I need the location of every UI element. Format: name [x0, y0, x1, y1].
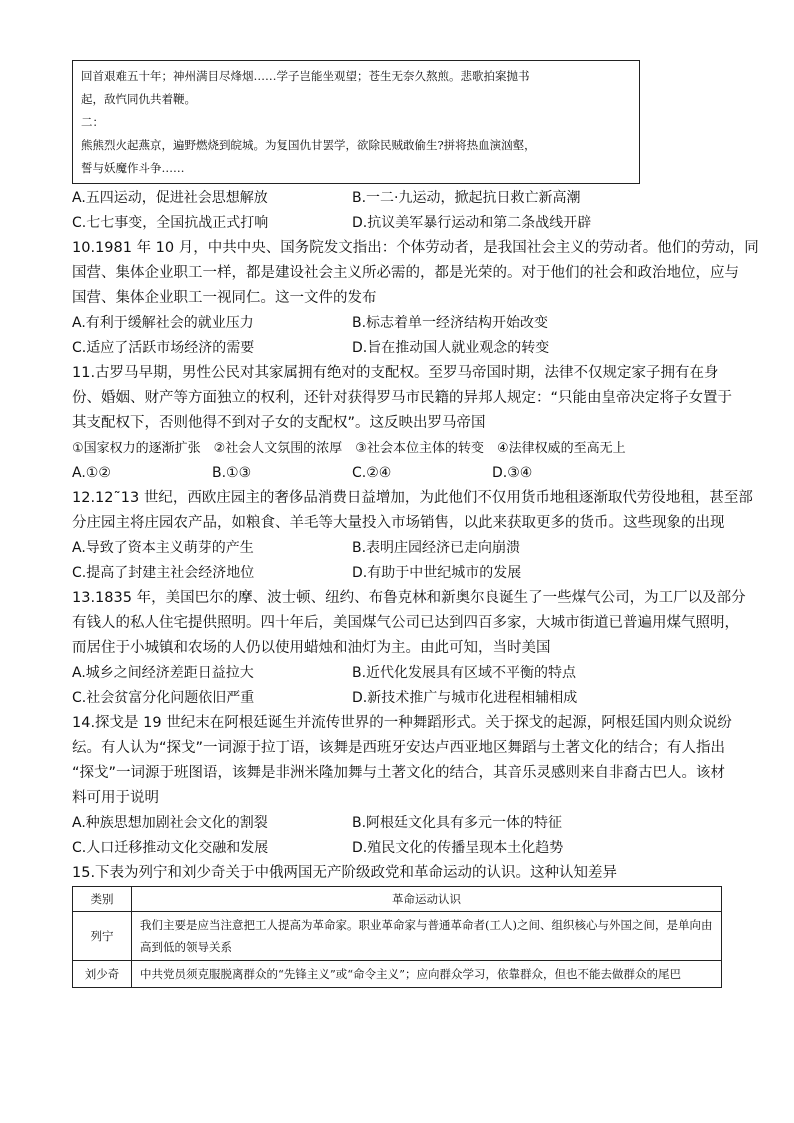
table-row	[73, 961, 722, 988]
q11-option-c: C.②④	[352, 465, 392, 481]
q12-stem-line: 分庄园主将庄园农产品，如粮食、羊毛等大量投入市场销售，以此来获取更多的货币。这些现象的出现	[72, 515, 725, 531]
table-header-row	[73, 887, 722, 912]
q14-option-b: B.阿根廷文化具有多元一体的特征	[352, 815, 563, 831]
q14-stem-line: 14.探戈是 19 世纪末在阿根廷诞生并流传世界的一种舞蹈形式。关于探戈的起源，阿根廷国内则众说纷	[72, 715, 732, 731]
poem-line: 起，敌忾同仇共着鞭。	[81, 92, 196, 106]
q10-stem-line: 10.1981 年 10 月，中共中央、国务院发文指出：个体劳动者，是我国社会主义的劳动者。他们的劳动，同	[72, 240, 759, 256]
q15-table	[72, 886, 722, 988]
q11-option-d: D.③④	[492, 465, 533, 481]
q10-option-a: A.有利于缓解社会的就业压力	[72, 315, 254, 331]
q13-stem-line: 13.1835 年，美国巴尔的摩、波士顿、纽约、布鲁克林和新奥尔良诞生了一些煤气公司，为工厂以及部分	[72, 590, 746, 606]
q13-stem-line: 有钱人的私人住宅提供照明。四十年后，美国煤气公司已达到四百多家，大城市街道已普遍用煤气照明，	[72, 615, 739, 631]
q12-option-b: B.表明庄园经济已走向崩溃	[352, 540, 521, 556]
poem-line: 誓与妖魔作斗争……	[81, 161, 185, 175]
q13-option-d: D.新技术推广与城市化进程相辅相成	[352, 690, 578, 706]
q11-option-a: A.①②	[72, 465, 111, 481]
q14-option-c: C.人口迁移推动文化交融和发展	[72, 840, 269, 856]
q12-option-a: A.导致了资本主义萌芽的产生	[72, 540, 254, 556]
q13-stem-line: 而居住于小城镇和农场的人仍以使用蜡烛和油灯为主。由此可知，当时美国	[72, 640, 551, 656]
poem-line: 二：	[81, 115, 104, 129]
poem-box	[72, 60, 640, 184]
q15-stem: 15.下表为列宁和刘少奇关于中俄两国无产阶级政党和革命运动的认识。这种认知差异	[72, 865, 618, 881]
q9-option-b: B.一二·九运动，掀起抗日救亡新高潮	[352, 190, 581, 206]
q14-stem-line: “探戈”一词源于班图语，该舞是非洲米隆加舞与土著文化的结合，其音乐灵感则来自非裔古巴人。该材	[72, 765, 726, 781]
table-header-category: 类别	[73, 887, 132, 912]
table-cell-text: 中共党员须克服脱离群众的“先锋主义”或“命令主义”；应向群众学习，依靠群众，但也不能去做群众的尾巴	[132, 961, 722, 988]
q13-option-c: C.社会贫富分化问题依旧严重	[72, 690, 255, 706]
table-cell-text: 我们主要是应当注意把工人提高为革命家。职业革命家与普通革命者(工人)之间、组织核心与外国之间，是单向由高到低的领导关系	[132, 912, 722, 961]
table-header-content: 革命运动认识	[132, 887, 722, 912]
q10-option-c: C.适应了活跃市场经济的需要	[72, 340, 255, 356]
q14-option-a: A.种族思想加剧社会文化的割裂	[72, 815, 268, 831]
q10-option-b: B.标志着单一经济结构开始改变	[352, 315, 549, 331]
q10-option-d: D.旨在推动国人就业观念的转变	[352, 340, 550, 356]
q10-stem-line: 国营、集体企业职工一视同仁。这一文件的发布	[72, 290, 377, 306]
q11-stem-line: 其支配权下，否则他得不到对子女的支配权”。这反映出罗马帝国	[72, 415, 486, 431]
q14-stem-line: 料可用于说明	[72, 790, 159, 806]
poem-line: 回首艰难五十年；神州满目尽烽烟……学子岂能坐观望；苍生无奈久熬煎。悲歌拍案抛书	[81, 69, 530, 83]
q11-items: ①国家权力的逐渐扩张 ②社会人文氛围的浓厚 ③社会本位主体的转变 ④法律权威的至高无上	[72, 441, 626, 456]
q10-stem-line: 国营、集体企业职工一样，都是建设社会主义所必需的，都是光荣的。对于他们的社会和政治地位，应与	[72, 265, 739, 281]
q11-stem-line: 份、婚姻、财产等方面独立的权利，还针对获得罗马市民籍的异邦人规定：“只能由皇帝决定将子女置于	[72, 390, 733, 406]
q14-option-d: D.殖民文化的传播呈现本土化趋势	[352, 840, 564, 856]
q9-option-d: D.抗议美军暴行运动和第二条战线开辟	[352, 215, 592, 231]
poem-line: 熊熊烈火起燕京，遍野燃烧到皖城。为复国仇甘罢学，欲除民贼敢偷生?拼将热血演汹壑，	[81, 138, 536, 152]
q9-option-c: C.七七事变，全国抗战正式打响	[72, 215, 269, 231]
q9-option-a: A.五四运动，促进社会思想解放	[72, 190, 268, 206]
q11-stem-line: 11.古罗马早期，男性公民对其家属拥有绝对的支配权。至罗马帝国时期，法律不仅规定家子拥有在身	[72, 365, 719, 381]
q11-option-b: B.①③	[212, 465, 252, 481]
q12-stem-line: 12.12˜13 世纪，西欧庄园主的奢侈品消费日益增加，为此他们不仅用货币地租逐渐取代劳役地租，甚至部	[72, 490, 753, 506]
q14-stem-line: 纭。有人认为“探戈”一词源于拉丁语，该舞是西班牙安达卢西亚地区舞蹈与土著文化的结合；有人指出	[72, 740, 726, 756]
q12-option-d: D.有助于中世纪城市的发展	[352, 565, 522, 581]
table-cell-name: 刘少奇	[73, 961, 132, 988]
q13-option-b: B.近代化发展具有区域不平衡的特点	[352, 665, 577, 681]
table-cell-name: 列宁	[73, 912, 132, 961]
q12-option-c: C.提高了封建主社会经济地位	[72, 565, 255, 581]
table-row	[73, 912, 722, 961]
q13-option-a: A.城乡之间经济差距日益拉大	[72, 665, 254, 681]
